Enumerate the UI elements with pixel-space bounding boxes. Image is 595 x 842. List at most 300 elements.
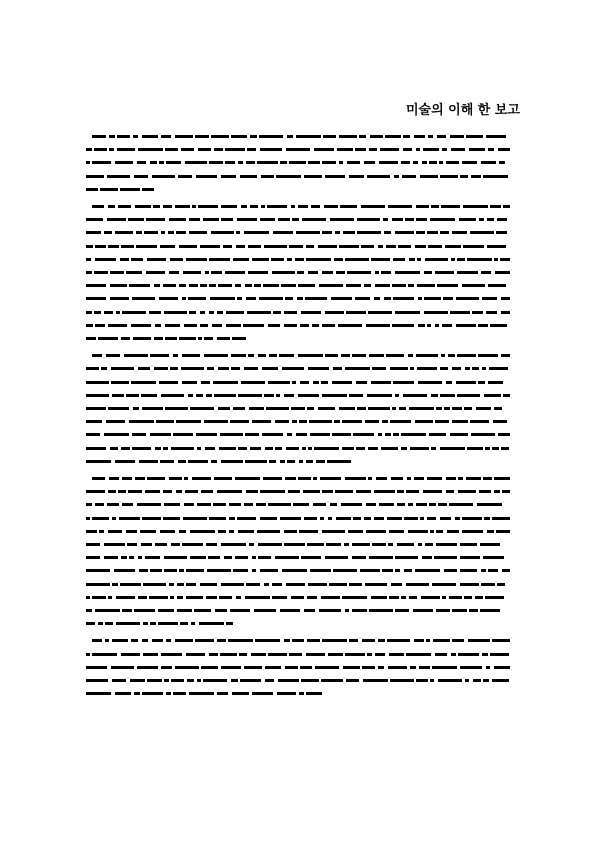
word-mark (301, 679, 319, 682)
word-mark (459, 218, 476, 221)
word-mark (105, 622, 113, 625)
word-mark (320, 477, 341, 480)
word-mark (367, 175, 390, 178)
word-mark (164, 503, 180, 506)
word-mark (367, 394, 392, 397)
word-mark (207, 569, 231, 572)
word-mark (188, 460, 208, 463)
word-mark (191, 622, 195, 625)
word-mark (409, 258, 415, 261)
word-mark (209, 161, 223, 164)
word-mark (260, 569, 278, 572)
word-mark (196, 394, 203, 397)
word-mark (449, 596, 462, 599)
word-mark (246, 583, 260, 586)
word-mark (265, 666, 281, 669)
word-mark (341, 503, 362, 506)
word-mark (169, 218, 186, 221)
word-mark (304, 609, 315, 612)
word-mark (112, 517, 116, 520)
word-mark (284, 324, 297, 327)
word-mark (236, 245, 245, 248)
word-mark (325, 311, 344, 314)
word-mark (150, 161, 157, 164)
word-mark (431, 394, 438, 397)
word-mark (129, 420, 154, 423)
word-mark (379, 503, 394, 506)
word-mark (211, 460, 217, 463)
word-mark (390, 679, 414, 682)
word-mark (86, 490, 105, 493)
word-mark (205, 447, 215, 450)
word-mark (292, 639, 304, 642)
word-mark (460, 175, 468, 178)
word-mark (164, 311, 187, 314)
word-mark (482, 653, 488, 656)
word-mark (121, 447, 130, 450)
word-mark (416, 503, 427, 506)
word-mark (395, 311, 420, 314)
word-mark (427, 324, 431, 327)
word-mark (284, 394, 294, 397)
word-mark (444, 569, 457, 572)
word-mark (98, 337, 118, 340)
word-mark (105, 639, 109, 642)
word-mark (432, 583, 456, 586)
word-mark (298, 284, 315, 287)
word-mark (214, 394, 236, 397)
word-mark (371, 381, 391, 384)
word-mark (356, 490, 371, 493)
word-mark (308, 161, 320, 164)
word-mark (498, 433, 510, 436)
word-mark (450, 135, 464, 138)
word-mark (458, 653, 479, 656)
word-mark (107, 218, 126, 221)
word-mark (457, 354, 476, 357)
word-mark (316, 460, 325, 463)
word-mark (393, 297, 414, 300)
word-mark (304, 517, 317, 520)
word-mark (440, 175, 458, 178)
word-mark (213, 503, 226, 506)
word-mark (268, 381, 290, 384)
word-mark (271, 258, 284, 261)
word-mark (401, 433, 426, 436)
word-mark (245, 596, 270, 599)
word-mark (299, 460, 303, 463)
word-mark (158, 609, 174, 612)
word-mark (161, 231, 165, 234)
word-mark (186, 596, 203, 599)
word-mark (363, 679, 388, 682)
word-mark (414, 639, 424, 642)
word-mark (314, 447, 339, 450)
word-mark (433, 639, 450, 642)
word-mark (197, 679, 201, 682)
word-mark (228, 639, 253, 642)
word-mark (389, 596, 399, 599)
word-mark (225, 161, 235, 164)
word-mark (393, 381, 414, 384)
word-mark (291, 596, 304, 599)
word-mark (462, 161, 477, 164)
word-mark (132, 447, 151, 450)
word-mark (401, 447, 407, 450)
word-mark (421, 596, 440, 599)
word-mark (184, 503, 194, 506)
word-mark (480, 543, 500, 546)
word-mark (120, 258, 129, 261)
word-mark (418, 297, 422, 300)
word-mark (248, 245, 261, 248)
word-mark (403, 394, 427, 397)
word-mark (336, 271, 345, 274)
word-mark (437, 284, 458, 287)
word-mark (440, 447, 465, 450)
word-mark (451, 258, 455, 261)
word-mark (331, 297, 352, 300)
word-mark (231, 135, 247, 138)
word-mark (86, 517, 90, 520)
word-mark (408, 503, 413, 506)
word-mark (190, 556, 206, 559)
word-mark (92, 477, 105, 480)
word-mark (369, 556, 393, 559)
word-mark (457, 271, 478, 274)
word-mark (210, 297, 235, 300)
word-mark (463, 205, 488, 208)
word-mark (200, 311, 205, 314)
word-mark (343, 666, 360, 669)
word-mark (134, 692, 140, 695)
word-mark (356, 381, 367, 384)
word-mark (231, 679, 238, 682)
word-mark (307, 639, 320, 642)
word-mark (108, 205, 115, 208)
word-mark (197, 503, 211, 506)
word-mark (347, 271, 371, 274)
word-mark (460, 583, 479, 586)
word-mark (492, 679, 509, 682)
word-mark (378, 245, 383, 248)
word-mark (86, 692, 111, 695)
word-mark (390, 420, 411, 423)
word-mark (463, 245, 484, 248)
word-mark (147, 258, 166, 261)
word-mark (86, 503, 92, 506)
word-mark (349, 394, 363, 397)
word-mark (448, 354, 455, 357)
word-mark (147, 477, 165, 480)
word-mark (410, 367, 414, 370)
word-mark (175, 135, 193, 138)
word-mark (260, 218, 275, 221)
word-mark (163, 517, 180, 520)
word-mark (166, 161, 181, 164)
word-mark (338, 324, 362, 327)
word-mark (297, 271, 304, 274)
word-mark (171, 679, 184, 682)
word-mark (475, 596, 483, 599)
word-mark (308, 583, 327, 586)
word-mark (332, 433, 351, 436)
word-mark (203, 679, 227, 682)
word-mark (486, 311, 497, 314)
word-mark (86, 258, 91, 261)
word-mark (355, 148, 366, 151)
word-mark (460, 666, 482, 669)
word-mark (218, 530, 226, 533)
word-mark (176, 490, 182, 493)
word-mark (115, 460, 135, 463)
word-mark (92, 517, 109, 520)
word-mark (86, 583, 110, 586)
word-mark (177, 583, 184, 586)
word-mark (479, 218, 484, 221)
word-mark (486, 135, 506, 138)
word-mark (244, 503, 253, 506)
word-mark (218, 407, 230, 410)
word-mark (230, 609, 250, 612)
word-mark (397, 503, 405, 506)
word-mark (232, 692, 249, 695)
word-mark (405, 218, 414, 221)
word-mark (301, 311, 321, 314)
word-mark (149, 596, 168, 599)
word-mark (114, 569, 135, 572)
word-mark (110, 447, 118, 450)
word-mark (361, 245, 374, 248)
word-mark (297, 297, 303, 300)
word-mark (209, 311, 214, 314)
word-mark (372, 367, 386, 370)
word-mark (86, 420, 102, 423)
word-mark (342, 420, 362, 423)
word-mark (214, 477, 232, 480)
word-mark (386, 354, 404, 357)
word-mark (378, 666, 384, 669)
word-mark (134, 175, 148, 178)
word-mark (440, 394, 455, 397)
word-mark (293, 503, 309, 506)
word-mark (406, 583, 429, 586)
word-mark (352, 543, 370, 546)
word-mark (364, 517, 371, 520)
word-mark (132, 297, 155, 300)
word-mark (335, 231, 340, 234)
word-mark (483, 477, 492, 480)
word-mark (116, 596, 135, 599)
word-mark (136, 231, 142, 234)
word-mark (326, 543, 341, 546)
word-mark (416, 205, 429, 208)
word-mark (299, 420, 307, 423)
word-mark (300, 666, 312, 669)
word-mark (379, 161, 398, 164)
word-mark (197, 447, 201, 450)
word-mark (348, 530, 363, 533)
word-mark (109, 148, 114, 151)
word-mark (189, 692, 214, 695)
word-mark (145, 556, 160, 559)
word-mark (86, 311, 92, 314)
word-mark (221, 583, 244, 586)
word-mark (109, 135, 115, 138)
word-mark (240, 679, 261, 682)
word-mark (296, 433, 307, 436)
word-mark (226, 622, 233, 625)
word-mark (292, 381, 296, 384)
word-mark (487, 218, 494, 221)
word-mark (196, 433, 217, 436)
word-mark (201, 666, 218, 669)
word-mark (206, 596, 217, 599)
word-mark (86, 653, 90, 656)
word-mark (86, 175, 104, 178)
word-mark (384, 231, 391, 234)
word-mark (154, 367, 168, 370)
word-mark (291, 205, 295, 208)
word-mark (375, 271, 379, 274)
word-mark (182, 354, 200, 357)
word-mark (302, 447, 306, 450)
word-mark (503, 205, 510, 208)
word-mark (417, 258, 421, 261)
word-mark (156, 420, 174, 423)
word-mark (404, 569, 412, 572)
word-mark (165, 324, 180, 327)
word-mark (353, 433, 374, 436)
word-mark (121, 556, 127, 559)
word-mark (150, 622, 156, 625)
word-mark (469, 609, 478, 612)
word-mark (308, 271, 318, 274)
word-mark (209, 653, 218, 656)
word-mark (143, 583, 166, 586)
word-mark (307, 543, 324, 546)
word-mark (446, 490, 454, 493)
word-mark (365, 420, 379, 423)
word-mark (452, 420, 468, 423)
word-mark (139, 460, 158, 463)
word-mark (249, 543, 254, 546)
word-mark (484, 517, 490, 520)
word-mark (205, 271, 209, 274)
word-mark (116, 311, 120, 314)
word-mark (322, 231, 332, 234)
word-mark (94, 148, 107, 151)
word-mark (218, 284, 232, 287)
word-mark (382, 569, 393, 572)
word-mark (182, 297, 186, 300)
word-mark (364, 284, 371, 287)
word-mark (306, 692, 322, 695)
word-mark (219, 596, 232, 599)
word-mark (209, 284, 216, 287)
word-mark (107, 175, 130, 178)
word-mark (357, 407, 366, 410)
word-mark (170, 258, 183, 261)
word-mark (170, 596, 174, 599)
word-mark (217, 490, 242, 493)
word-mark (422, 556, 432, 559)
word-mark (349, 639, 358, 642)
word-mark (502, 490, 510, 493)
word-mark (273, 311, 281, 314)
word-mark (232, 337, 246, 340)
word-mark (359, 135, 366, 138)
word-mark (443, 297, 453, 300)
word-mark (129, 284, 150, 287)
word-mark (215, 609, 227, 612)
word-mark (186, 569, 204, 572)
word-mark (307, 407, 314, 410)
word-mark (280, 161, 287, 164)
word-mark (137, 503, 161, 506)
word-mark (498, 148, 510, 151)
word-mark (478, 354, 498, 357)
word-mark (392, 407, 396, 410)
word-mark (264, 583, 269, 586)
word-mark (282, 367, 304, 370)
word-mark (192, 205, 196, 208)
word-mark (276, 175, 301, 178)
word-mark (221, 175, 236, 178)
word-mark (305, 297, 327, 300)
word-mark (494, 666, 510, 669)
word-mark (402, 175, 416, 178)
word-mark (310, 433, 330, 436)
word-mark (259, 135, 283, 138)
word-mark (92, 205, 104, 208)
word-mark (185, 161, 207, 164)
word-mark (397, 543, 414, 546)
word-mark (367, 653, 372, 656)
word-mark (277, 692, 296, 695)
word-mark (116, 622, 140, 625)
word-mark (268, 324, 280, 327)
word-mark (330, 503, 337, 506)
word-mark (472, 311, 483, 314)
word-mark (440, 517, 451, 520)
word-mark (409, 407, 434, 410)
word-mark (109, 477, 119, 480)
word-mark (238, 161, 243, 164)
word-mark (217, 639, 226, 642)
word-mark (395, 271, 420, 274)
word-mark (343, 231, 355, 234)
word-mark (438, 679, 462, 682)
word-mark (275, 556, 299, 559)
word-mark (168, 231, 174, 234)
word-mark (327, 460, 351, 463)
word-mark (497, 218, 507, 221)
word-mark (368, 447, 378, 450)
word-mark (387, 517, 402, 520)
word-mark (361, 205, 385, 208)
word-mark (366, 503, 376, 506)
word-mark (238, 447, 247, 450)
word-mark (86, 297, 106, 300)
word-mark (329, 583, 347, 586)
word-mark (110, 284, 127, 287)
word-mark (304, 175, 322, 178)
word-mark (313, 381, 319, 384)
word-mark (182, 381, 197, 384)
word-mark (346, 679, 359, 682)
word-mark (101, 367, 107, 370)
